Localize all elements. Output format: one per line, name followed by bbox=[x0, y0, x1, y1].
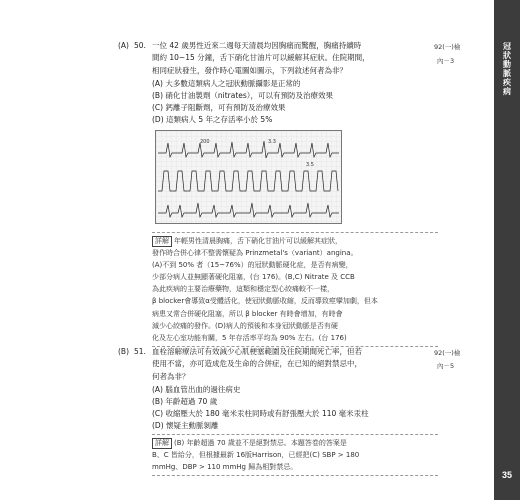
q50-stem-line: 相同症狀發生，發作時心電圖如圖示，下列敘述何者為非？ bbox=[152, 65, 347, 75]
q51-option-a: (A) 腦血管出血的過往病史 bbox=[152, 385, 241, 394]
q51-source-code: 內－5 bbox=[437, 362, 455, 370]
q51-option-c: (C) 收縮壓大於 180 毫米汞柱同時或有舒張壓大於 110 毫米汞柱 bbox=[152, 409, 369, 418]
ecg-label: 3.5 bbox=[306, 162, 314, 168]
explanation-line: (B) 年齡超過 70 歲並不是絕對禁忌。本題答卷的答案是 bbox=[174, 439, 347, 447]
q51-source: 92(一)檢 bbox=[434, 349, 461, 357]
q50-option-a: (A) 大多數這類病人之冠狀動脈攝影是正常的 bbox=[152, 79, 301, 88]
explanation-line: 年輕男性清晨胸痛，舌下硝化甘油片可以緩解其症狀， bbox=[174, 237, 342, 245]
ecg-strip-graphic bbox=[156, 131, 341, 223]
q51-option-d: (D) 懷疑主動脈剝離 bbox=[152, 421, 219, 430]
page-number: 35 bbox=[501, 470, 512, 480]
q50-option-b: (B) 硝化甘油製劑（nitrates），可以有預防及治療效果 bbox=[152, 91, 334, 100]
explanation-line: 減少心絞痛的發作。(D)病人的預後和本身冠狀動脈是否有硬 bbox=[152, 321, 338, 330]
explanation-line: 病患又常合併硬化阻塞，所以 β blocker 有時會增加，有時會 bbox=[152, 309, 343, 318]
ecg-figure bbox=[155, 130, 342, 224]
ecg-label: 3.3 bbox=[268, 139, 276, 145]
q50-source: 92(一)檢 bbox=[434, 43, 461, 51]
q51-stem-line: 血栓溶解療法可有效減少心肌梗塞範圍及住院期間死亡率，但若 bbox=[152, 347, 362, 356]
explanation-line: 化及左心室功能有關，5 年存活率平均為 90% 左右。(台 176) bbox=[152, 333, 347, 342]
explanation-line: mmHg、DBP > 110 mmHg 歸為相對禁忌。 bbox=[152, 463, 298, 472]
explanation-line: β blocker會導致α受體活化，使冠狀動脈收縮，反而導致痙攣加劇，但本 bbox=[152, 297, 378, 306]
explanation-line: 為此疾病的主要治療藥物，這類和穩定型心絞痛較不一樣， bbox=[152, 285, 334, 294]
q50-number: 50. bbox=[134, 41, 146, 50]
explanation-line: 少部分病人並無顯著硬化阻塞，(台 176)。(B,C) Nitrate 及 CCB bbox=[152, 273, 355, 282]
chapter-tab-label: 冠狀動脈疾病 bbox=[502, 42, 512, 96]
explanation-tag: 詳解 bbox=[152, 438, 172, 449]
q50-stem bbox=[152, 40, 427, 77]
chapter-tab bbox=[494, 0, 520, 500]
q50-stem-line: 一位 42 歲男性近來二週每天清晨均因胸痛而驚醒，胸痛持續時 bbox=[152, 41, 362, 50]
q50-option-c: (C) 鈣離子阻斷劑，可有預防及治療效果 bbox=[152, 103, 286, 112]
explanation-line: B、C 皆給分，但根據最新 16版Harrison，已經把(C) SBP > 180 bbox=[152, 451, 360, 460]
explanation-line: 發作時合併心律不整需懷疑為 Prinzmetal's（variant）angina。 bbox=[152, 249, 358, 258]
q50-answer: (A) bbox=[118, 41, 129, 50]
q50-stem-line: 間約 10~15 分鐘，舌下硝化甘油片可以緩解其症狀。住院期間， bbox=[152, 53, 370, 63]
ecg-label: 200 bbox=[200, 139, 210, 145]
q51-number: 51. bbox=[134, 347, 146, 356]
q50-source-code: 內－3 bbox=[437, 57, 455, 65]
q50-option-d: (D) 這類病人 5 年之存活率小於 5% bbox=[152, 115, 273, 124]
q51-answer: (B) bbox=[118, 347, 129, 356]
q51-stem bbox=[152, 346, 427, 383]
q51-stem-line: 使用不當，亦可造成危及生命的合併症，在已知的絕對禁忌中， bbox=[152, 359, 362, 369]
explanation-line: (A)不到 50% 者（15~76%）的冠狀動脈硬化症，是否有病變， bbox=[152, 261, 353, 270]
explanation-tag: 詳解 bbox=[152, 236, 172, 247]
q51-stem-line: 何者為非？ bbox=[152, 371, 190, 381]
q51-option-b: (B) 年齡超過 70 歲 bbox=[152, 397, 218, 406]
q51-explanation bbox=[152, 434, 438, 476]
q50-explanation bbox=[152, 232, 438, 347]
